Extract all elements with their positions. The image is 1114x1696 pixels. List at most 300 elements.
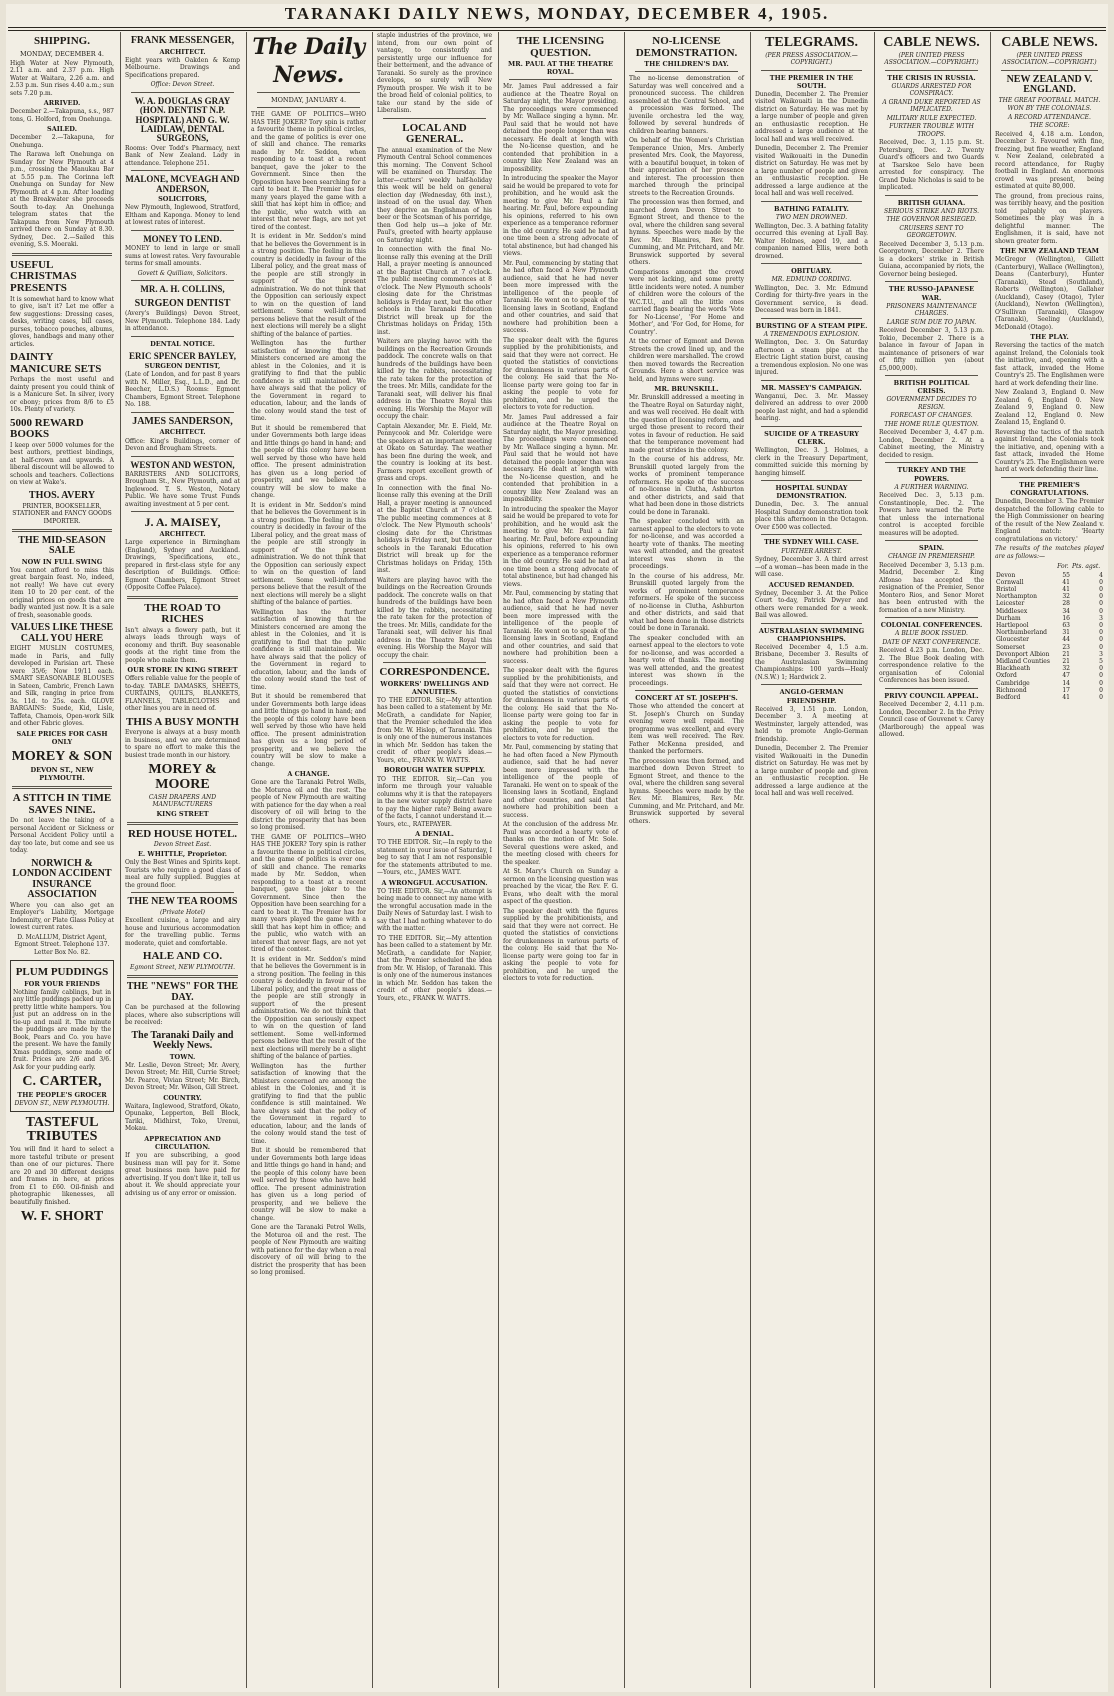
- norwich-heading: NORWICH & LONDON ACCIDENT INSURANCE ASSOCIATION: [12, 857, 112, 901]
- nolicense-paragraph-4: Comparisons amongst the crowd were not lacking, and some pretty little incidents were noted. A number of children wore the colours of the W.C.T.U., and all the little ones carried flags bearing the words 'Vote for No-License', 'For Home and Mother', and 'For God, for Home, for Country'.: [629, 268, 744, 336]
- values-heading: VALUES LIKE THESE CALL YOU HERE: [10, 622, 114, 644]
- table-row: [995, 615, 1104, 622]
- workers-dwellings-heading: WORKERS' DWELLINGS AND ANNUITIES.: [380, 679, 489, 696]
- result-for: 28: [1062, 600, 1070, 608]
- collins-text: (Avery's Buildings) Devon Street, New Plymouth. Telephone 184. Lady in attendance.: [125, 310, 240, 333]
- column-9: [990, 32, 1108, 1688]
- nolicense-heading: NO-LICENSE DEMONSTRATION.: [635, 35, 738, 59]
- british-crisis-sub-2: FORECAST OF CHANGES.: [890, 412, 973, 420]
- divider: [131, 511, 234, 512]
- result-for: 44: [1062, 636, 1070, 644]
- nz-team-heading: THE NEW ZEALAND TEAM: [1000, 247, 1099, 256]
- sanderson-name: JAMES SANDERSON,: [132, 415, 233, 427]
- busy-heading: THIS A BUSY MONTH: [126, 715, 239, 728]
- result-team: Somerset: [996, 643, 1025, 651]
- carter-line: THE PEOPLE'S GROCER: [17, 1091, 107, 1100]
- leader-continuation: staple industries of the province, we intend, from our own point of vantage, to consistently and persistently urge our influence for their betterment, and the advance of Taranaki. So surely as the province develops, so surely will New Plymouth prosper. We wish it to be the broad field of colonial politics, to take our stand by the side of Liberalism.: [377, 32, 492, 114]
- british-crisis-text: Received December 3, 4.47 p.m. London, December 2. At a Cabinet meeting, the Ministry decided to resign.: [879, 429, 984, 459]
- result-against: 0: [1099, 693, 1103, 701]
- divider: [885, 70, 978, 71]
- local-paragraph-3: Waiters are playing havoc with the buildings on the Recreation Grounds paddock. The concrete walls on that hundreds of the buildings have been killed by the rabbits, necessitating the rate taken for the protection of the trees. Mr. Mills, candidate for the Taranaki seat, will deliver his final address in the Theatre Royal this evening. His Worship the Mayor will occupy the chair.: [377, 338, 492, 421]
- result-team: Cornwall: [996, 578, 1024, 586]
- licensing-paragraph-3c: Mr. Paul, commencing by stating that he had often faced a New Plymouth audience, said that he had never been more impressed with the intelligence of the people of Taranaki. He went on to speak of the licensing laws in Scotland, England and other countries, and said that nowhere had prohibition been a success.: [503, 744, 618, 819]
- plum-box: [10, 960, 114, 1111]
- obituary-text: Wellington, Dec. 3. Mr. Edmund Cording for thirty-five years in the Government service, is dead. Deceased was born in 1841.: [755, 284, 868, 315]
- guiana-heading: BRITISH GUIANA.: [897, 198, 966, 207]
- divider: [761, 318, 862, 319]
- nolicense-sub: THE CHILDREN'S DAY.: [644, 60, 729, 69]
- guiana-sub-3: CRUISERS SENT TO GEORGETOWN.: [899, 224, 964, 240]
- nz-england-sub-4: THE SCORE:: [1029, 122, 1070, 130]
- premier-heading: THE PREMIER IN THE SOUTH.: [769, 73, 854, 90]
- daily-news-title: The Daily News.: [252, 34, 365, 88]
- nz-team-list: McGregor (Wellington), Gillett (Canterbury), Wallace (Wellington), Deans (Canterbury), Hunter (Taranaki), Stead (Southland), Roberts (Wellington), Gallaher (Auckland), Casey (Otago), Tyler (Auckland), Newton (Wellington), O'Sullivan (Taranaki), Glasgow (Taranaki), Seeling (Auckland), McDonald (Otago).: [995, 256, 1104, 331]
- result-against: 0: [1099, 607, 1103, 615]
- steam-pipe-sub: A TREMENDOUS EXPLOSION.: [763, 330, 860, 338]
- anglo-german-text: Received 3, 1.51 p.m. London, December 3. A meeting at Westminster, largely attended, was held to promote Anglo-German friendship.: [755, 705, 868, 743]
- brunskill-paragraph-3: The speaker concluded with an earnest appeal to the electors to vote for no-license, and was accorded a hearty vote of thanks. The meeting was well attended, and the greatest interest was shown in the proceedings.: [629, 518, 744, 571]
- weekly-heading: The Taranaki Daily and Weekly News.: [131, 1029, 234, 1052]
- sailed-text: December 2.—Takapuna, for Onehunga.: [10, 134, 114, 149]
- table-row: [995, 593, 1104, 600]
- russia-sub-2: A GRAND DUKE REPORTED AS IMPLICATED.: [882, 98, 981, 114]
- table-row: [995, 694, 1104, 701]
- tasteful-heading: TASTEFUL TRIBUTES: [25, 1114, 99, 1145]
- result-team: Devon: [996, 571, 1016, 579]
- result-for: 63: [1062, 622, 1070, 629]
- cable-news-heading-2: CABLE NEWS.: [1001, 35, 1098, 50]
- suicide-text: Wellington, Dec. 3. J. Holmes, a clerk in the Treasury Department, committed suicide this morning by hanging himself.: [755, 447, 868, 477]
- daily-news-date: MONDAY, JANUARY 4.: [270, 96, 347, 104]
- play-text: Reversing the tactics of the match against Ireland, the Colonials took the initiative, and, opening with a fast attack, invaded the Home Country's 25. The Englishmen were hard at work defending their line.: [995, 342, 1104, 387]
- bathing-sub: TWO MEN DROWNED.: [775, 214, 848, 222]
- licensing-paragraph-4c: The speaker dealt with the figures supplied by the prohibitionists, and said that they were not correct. He quoted the statistics of convictions for drunkenness in various parts of the colony. He said that the No-license party were going too far in asking the people to vote for prohibition, and he urged the electors to vote for reduction.: [503, 907, 618, 983]
- swimming-heading: AUSTRALASIAN SWIMMING CHAMPIONSHIPS.: [758, 626, 865, 643]
- morey-son-name: MOREY & SON: [11, 749, 113, 765]
- arrived-text: December 2.—Takapuna, s.s., 987 tons, G. Holford, from Onehunga.: [10, 108, 114, 123]
- massey-text: Wanganui, Dec. 3. Mr. Massey delivered an address to over 2000 people last night, and had a splendid hearing.: [755, 392, 868, 423]
- divider: [635, 71, 738, 72]
- massey-heading: MR. MASSEY'S CAMPAIGN.: [761, 383, 862, 392]
- table-row: [995, 680, 1104, 687]
- result-team: Devonport Albion: [996, 650, 1050, 658]
- tea-heading: THE NEW TEA ROOMS: [127, 896, 238, 908]
- results-col-team: [995, 562, 1056, 572]
- result-team: Gloucester: [996, 636, 1030, 644]
- brunskill-heading: MR. BRUNSKILL.: [654, 385, 719, 394]
- russo-japanese-sub-1: PRISONERS MAINTENANCE CHARGES.: [886, 302, 977, 318]
- result-for: 14: [1062, 679, 1070, 687]
- collins-name: MR. A. H. COLLINS,: [140, 284, 225, 295]
- result-against: 0: [1099, 686, 1103, 694]
- result-against: 0: [1099, 622, 1103, 629]
- divider: [131, 280, 234, 281]
- divider: [885, 617, 978, 618]
- results-table: [995, 562, 1104, 701]
- table-row: [995, 665, 1104, 672]
- leader-paragraph-3: Wellington has the further satisfaction of knowing that the Ministers concerned are among the ablest in the Colonies, and it is gratifying to find that the public confidence is still maintained. We have always said that the policy of the Government in regard to education, labour, and the lands of the colony would stand the test of time.: [251, 340, 366, 423]
- bayley-name: ERIC SPENCER BAYLEY,: [128, 350, 237, 361]
- sanderson-text: Office: King's Buildings, corner of Devon and Brougham Streets.: [125, 437, 240, 452]
- midseason-heading: THE MID-SEASON SALE: [18, 534, 106, 557]
- useful-heading: USEFUL CHRISTMAS PRESENTS: [10, 258, 77, 295]
- leader-paragraph-3b: Wellington has the further satisfaction of knowing that the Ministers concerned are among the ablest in the Colonies, and it is gratifying to find that the public confidence is still maintained. We have always said that the policy of the Government in regard to education, labour, and the lands of the colony would stand the test of time.: [251, 608, 366, 691]
- riches-text2: Offers reliable value for the people of to-day. TABLE DAMASKS, SHEETS, CURTAINS, QUILTS, BLANKETS, FLANNELS, TABLECLOTHS and other lines you are in need of.: [125, 675, 240, 713]
- dainty-heading: DAINTY MANICURE SETS: [10, 351, 102, 375]
- licensing-paragraph-6: At St. Mary's Church on Sunday a sermon on the licensing question was preached by the vicar, the Rev. F. G. Evans, who dealt with the moral aspect of the question.: [503, 868, 618, 906]
- short-name: W. F. SHORT: [20, 1209, 104, 1225]
- result-for: 55: [1062, 571, 1070, 579]
- result-team: Middlesex: [996, 607, 1028, 615]
- colonial-heading: COLONIAL CONFERENCES.: [880, 621, 983, 630]
- divider: [12, 786, 112, 789]
- result-for: 41: [1062, 586, 1070, 594]
- divider: [1001, 477, 1098, 478]
- tea-addr: Egmont Street, NEW PLYMOUTH.: [130, 963, 235, 971]
- leader-paragraph-3c: Wellington has the further satisfaction of knowing that the Ministers concerned are among the ablest in the Colonies, and it is gratifying to find that the public confidence is still maintained. We have always said that the policy of the Government in regard to education, labour, and the lands of the colony would stand the test of time.: [251, 1062, 366, 1145]
- sydney-sub: FURTHER ARREST.: [781, 547, 842, 555]
- redhouse-text: Only the Best Wines and Spirits kept. Tourists who require a good class of meal are fully supplied. Buggies at the ground floor.: [125, 859, 240, 889]
- divider: [885, 281, 978, 282]
- result-for: 23: [1062, 643, 1070, 651]
- divider: [131, 336, 234, 337]
- table-row: [995, 600, 1104, 607]
- turkey-text: Received Dec. 3, 5.13 p.m. Constantinople, Dec. 2. The Powers have warned the Porte that unless the international control is accepted forcible measures will be adopted.: [879, 492, 984, 537]
- spain-text: Received December 3, 5.13 p.m. Madrid, December 2. King Alfonso has accepted the resignation of the Premier, Senor Montero Rios, and Senor Moret has been entrusted with the formation of a new Ministry.: [879, 561, 984, 614]
- russo-japanese-text: Received December 3, 5.13 p.m. Tokio, December 2. There is a balance in favour of Japan in maintenance of prisoners of war of fifty million yen (about £5,000,000).: [879, 327, 984, 372]
- sailed-label: SAILED.: [47, 125, 77, 134]
- bathing-heading: BATHING FATALITY.: [774, 204, 849, 213]
- results-body: [995, 572, 1104, 701]
- local-paragraph-6: Waiters are playing havoc with the buildings on the Recreation Grounds paddock. The concrete walls on that hundreds of the buildings have been killed by the rabbits, necessitating the rate taken for the protection of the trees. Mr. Mills, candidate for the Taranaki seat, will deliver his final address in the Theatre Royal this evening. His Worship the Mayor will occupy the chair.: [377, 576, 492, 659]
- column-1: [6, 32, 118, 1688]
- russia-heading: THE CRISIS IN RUSSIA.: [887, 73, 976, 82]
- licensing-paragraph-4: The speaker dealt with the figures supplied by the prohibitionists, and said that they were not correct. He quoted the statistics of convictions for drunkenness in various parts of the colony. He said that the No-license party were going too far in asking the people to vote for prohibition, and he urged the electors to vote for reduction.: [503, 336, 618, 412]
- plum-heading: PLUM PUDDINGS: [15, 966, 109, 979]
- result-team: Northumberland: [996, 629, 1048, 637]
- weekly-text2: Waitara, Inglewood, Stratford, Okato, Opunake, Lepperton, Bell Block, Tariki, Midhirst, Toko, Urenui, Mokau.: [125, 1102, 240, 1133]
- local-paragraph-1: The annual examination of the New Plymouth Central School commences this morning. The Convent School will be examined on Thursday. The latter—cutters' weekly half-holiday this week will be held on general election day (Wednesday, 6th inst.), instead of on the usual day. When they deprive an Englishman of his beer or the Scotsman of his porridge, then God help us—a joke of Mr. Paul's, greeted with hearty applause on Saturday night.: [377, 146, 492, 244]
- leader-paragraph-1: THE GAME OF POLITICS—WHO HAS THE JOKER? Tory spin is rather a favourite theme in political circles, and the game of politics is ever one of skill and chance. The remarks made by Mr. Seddon, when responding to a toast at a recent banquet, gave the joker to the Government. Since then the Opposition have been searching for a card to beat it. The Premier has for many years played the game with a skill that has kept him in office; and the public, who watch with an interest that never flags, are not yet tired of the contest.: [251, 111, 366, 231]
- obituary-sub: MR. EDMUND CORDING.: [771, 276, 852, 284]
- norwich-text: Where you can also get an Employer's Liability, Mortgage Indemnity, or Plate Glass Policy at lowest current rates.: [10, 901, 114, 932]
- redhouse-owner: E. WHITTLE, Proprietor.: [137, 849, 228, 858]
- table-row: [995, 608, 1104, 615]
- spain-heading: SPAIN.: [919, 544, 944, 553]
- letter-4: TO THE EDITOR. Sir,—An attempt is being made to connect my name with the wrongful accusation made in the Daily News of Saturday last. I wish to say that I had nothing whatever to do with the matter.: [377, 887, 492, 933]
- riches-text: Isn't always a flowery path, but it always leads through ways of economy and thrift. Buy seasonable goods at the right time from the people who make them.: [125, 626, 240, 664]
- divider: [885, 462, 978, 463]
- steam-pipe-text: Wellington, Dec. 3. On Saturday afternoon a steam pipe at the Electric Light station burst, causing a tremendous explosion. No one was injured.: [755, 339, 868, 377]
- shipping-notes: The Rarawa left Onehunga on Sunday for New Plymouth at 4 p.m., crossing the Manukau Bar at 5.55 p.m. The Corinna left Onehunga on Sunday for New Plymouth at 4 p.m. After loading at the Breakwater she proceeds South to-day. An Onehunga telegram states that the Takapuna from New Plymouth arrived there on Sunday at 8.30. Sydney, Dec. 2.—Sailed this evening, S.S. Moeraki.: [10, 151, 114, 249]
- letter-4b: TO THE EDITOR. Sir,—My attention has been called to a statement by Mr. McGrath, a candidate for Napier, that the Premier scheduled the idea from Mr. W. Hislop, of Taranaki. This is only one of the numerous instances in which Mr. Seddon has taken the credit of other people's ideas.—Yours, etc., FRANK W. WATTS.: [377, 934, 493, 1002]
- letter-3: TO THE EDITOR. Sir,—In reply to the statement in your issue of Saturday, I beg to say that I am not responsible for the statements attributed to me.—Yours, etc., JAMES WATT.: [377, 839, 492, 877]
- result-against: 0: [1099, 672, 1103, 680]
- bayley-text: (Late of London, and for past 8 years with N. Miller, Esq., L.L.D., and Dr. Beecher, L.D.S.) Rooms: Egmont Chambers, Egmont Street. Telephone No. 188.: [125, 371, 240, 409]
- column-5: [498, 32, 622, 1688]
- table-row: [995, 687, 1104, 694]
- result-against: 0: [1099, 665, 1103, 673]
- licensing-sub: MR. PAUL AT THE THEATRE ROYAL.: [508, 60, 613, 77]
- tea-text: Excellent cuisine, a large and airy house and luxurious accommodation for the travelling public. Terms moderate, quiet and comfortable.: [125, 917, 240, 947]
- brunskill-paragraph-2b: In the course of his address, Mr. Brunskill quoted largely from the works of prominent temperance reformers. He spoke of the success of no-license in Clutha, Ashburton and other districts, and said that what had been done in those districts could be done in Taranaki.: [629, 572, 744, 633]
- divider: [131, 892, 234, 893]
- divider: [12, 253, 112, 256]
- colonial-sub-2: DATE OF NEXT CONFERENCE.: [882, 638, 981, 646]
- leader-paragraph-4b: But it should be remembered that under Governments both large ideas and little things go hand in hand; and the people of this colony have been well served by those who have held office. The present administration has given us a long period of prosperity, and we believe the country will be slow to make a change.: [251, 693, 366, 768]
- divider: [257, 92, 360, 93]
- avery-name: THOS. AVERY: [28, 489, 96, 501]
- concert-heading: CONCERT AT ST. JOSEPH'S.: [635, 694, 738, 703]
- denial-heading: A DENIAL.: [415, 830, 454, 839]
- carter-addr: DEVON ST., NEW PLYMOUTH.: [14, 1100, 110, 1108]
- table-row: [995, 672, 1104, 679]
- result-for: 41: [1062, 693, 1070, 701]
- result-against: 0: [1099, 679, 1103, 687]
- divider: [12, 529, 112, 532]
- result-for: 47: [1062, 672, 1070, 680]
- russia-text: Received, Dec. 3, 1.15 p.m. St. Petersburg, Dec. 2. Twenty Guard's officers and two Guards at Tsarskoe Selo have been arrested for conspiracy. The Grand Duke Nicholas is said to be implicated.: [879, 139, 984, 192]
- anglo-german-heading: ANGLO-GERMAN FRIENDSHIP.: [779, 688, 844, 705]
- midseason-sub: NOW IN FULL SWING: [21, 557, 103, 566]
- column-3: [246, 32, 370, 1688]
- column-6: [624, 32, 748, 1688]
- divider: [885, 375, 978, 376]
- turkey-heading: TURKEY AND THE POWERS.: [897, 466, 966, 483]
- local-paragraph-4: Captain Alexander, Mr. E. Field, Mr. Pennycook and Mr. Coleridge were the speakers at an important meeting at Okato on Saturday. The weather has been fine during the week, and the country is looking at its best. Farmers report excellent growth of grass and crops.: [377, 422, 492, 483]
- result-against: 0: [1099, 643, 1103, 651]
- result-team: Leicester: [996, 600, 1025, 608]
- divider: [131, 92, 234, 93]
- sale-line: SALE PRICES FOR CASH ONLY: [16, 729, 108, 747]
- dental-name: W. A. DOUGLAS GRAY (HON. DENTIST N.P. HOSPITAL) AND G. W. LAIDLAW, DENTAL SURGEONS,: [134, 95, 231, 144]
- telegrams-assoc: (PER PRESS ASSOCIATION.—COPYRIGHT.): [765, 51, 858, 67]
- morey-moore-line: CASH DRAPERS AND MANUFACTURERS: [148, 793, 217, 809]
- premier-text-c: Dunedin, December 2. The Premier visited Waikouaiti in the Dunedin district on Saturday. He was met by a large number of people and given an enthusiastic reception. He addressed a large audience at the local hall and was well received.: [755, 745, 868, 798]
- table-row: [995, 622, 1104, 629]
- russia-sub-4: FURTHER TROUBLE WITH TROOPS.: [889, 123, 974, 138]
- obituary-heading: OBITUARY.: [791, 267, 832, 276]
- result-for: 32: [1062, 665, 1070, 673]
- nz-england-sub-1: THE GREAT FOOTBALL MATCH.: [998, 96, 1101, 104]
- british-crisis-heading: BRITISH POLITICAL CRISIS.: [893, 379, 970, 396]
- result-for: 17: [1062, 686, 1070, 694]
- table-row: [995, 636, 1104, 643]
- shipping-heading: SHIPPING.: [34, 35, 90, 47]
- money-text: MONEY to lend in large or small sums at lowest rates. Very favourable terms for small amounts.: [125, 245, 240, 268]
- useful-text: It is somewhat hard to know what to give, isn't it? Let me offer a few suggestions: Dressing cases, desks, writing cases, bill cases, purses, tobacco pouches, albums, gloves, handbags and many other articles.: [10, 295, 114, 348]
- bayley-title: SURGEON DENTIST,: [144, 362, 221, 371]
- nz-england-sub-3: A RECORD ATTENDANCE.: [1008, 113, 1091, 121]
- guiana-sub-1: SERIOUS STRIKE AND RIOTS.: [883, 207, 980, 215]
- messenger-name: FRANK MESSENGER,: [130, 35, 235, 46]
- weekly-country: COUNTRY.: [163, 1093, 202, 1102]
- result-against: 0: [1099, 586, 1103, 594]
- malone-name: MALONE, MCVEAGH AND ANDERSON,: [125, 174, 240, 194]
- plum-sub: FOR YOUR FRIENDS: [24, 979, 100, 988]
- tides-text: High Water at New Plymouth, 2.11 a.m. and 2.37 p.m. High Water at Waitara, 2.26 a.m. and 2.53 p.m. Sun rises 4.40 a.m.; sun sets 7.20 p.m.: [10, 59, 114, 97]
- result-team: Durham: [996, 614, 1021, 622]
- column-4: [372, 32, 496, 1688]
- suicide-heading: SUICIDE OF A TREASURY CLERK.: [764, 429, 859, 447]
- brunskill-paragraph-3b: The speaker concluded with an earnest appeal to the electors to vote for no-license, and was accorded a hearty vote of thanks. The meeting was well attended, and the greatest interest was shown in the proceedings.: [629, 634, 744, 687]
- masthead-rule-2: [8, 30, 1106, 31]
- divider: [761, 426, 862, 427]
- local-paragraph-5: In connection with the final No-license rally this evening at the Drill Hall, a prayer meeting is announced at the Baptist Church at 7 o'clock. The public meeting commences at 8 o'clock. The New Plymouth schools' closing date for the Christmas holidays is Friday next, but the other schools in the Taranaki Education District will break up for the Christmas holidays on Friday, 15th inst.: [377, 484, 492, 575]
- reward-heading: 5000 REWARD BOOKS: [10, 416, 84, 441]
- result-for: 31: [1062, 629, 1070, 637]
- tea-firm: HALE AND CO.: [142, 950, 223, 963]
- result-for: 34: [1062, 607, 1070, 615]
- local-general-heading: LOCAL AND GENERAL.: [402, 121, 467, 146]
- nz-england-text-1: Received 4, 4.18 a.m. London, December 3. Favoured with fine, freezing, but fine weather, England v. New Zealand, celebrated a record attendance, for Rugby football in England. An enormous crowd was present, being estimated at quite 80,000.: [995, 130, 1104, 191]
- licensing-paragraph-3: Mr. Paul, commencing by stating that he had often faced a New Plymouth audience, said that he had never been more impressed with the intelligence of the people of Taranaki. He went on to speak of the licensing laws in Scotland, England and other countries, and said that nowhere had prohibition been a success.: [503, 259, 618, 335]
- messenger-text: Eight years with Oakden & Kemp Melbourne. Drawings and Specifications prepared.: [125, 56, 240, 79]
- guiana-sub-2: THE GOVERNOR BESIEGED.: [886, 216, 977, 224]
- dainty-text: Perhaps the most useful and dainty present you could think of is a Manicure Set. In silver, ivory or ebony; prices from 8/6 to £5 10s. Plenty of variety.: [10, 376, 114, 414]
- result-against: 0: [1099, 600, 1103, 608]
- divider: [635, 690, 738, 691]
- plum-text: Nothing family cablings, but in any little puddings packed up in pretty little white hampers. You just put an address on in the tie-up and mail it. The minute the puddings are made by the Book, Pears and Co. you have the present. We have the family Xmas puddings, some made of fruit. Prices are 2/6 and 3/6. Ask for your pudding early.: [13, 988, 111, 1071]
- russia-sub-1: GUARDS ARRESTED FOR CONSPIRACY.: [891, 82, 972, 98]
- tasteful-text: You will find it hard to select a more tasteful tribute or present than one of our pictures. There are 20 and 30 different designs and frames in here, at prices from £1 to £60. Oil-finish and photographic likenesses, all beautifully finished.: [10, 1146, 114, 1206]
- result-team: Blackheath: [996, 665, 1031, 673]
- divider: [761, 534, 862, 535]
- riches-store: OUR STORE IN KING STREET: [127, 666, 238, 675]
- avery-lines: PRINTER, BOOKSELLER, STATIONER and FANCY GOODS IMPORTER.: [12, 503, 112, 525]
- divider: [127, 822, 238, 825]
- messenger-office: Office: Devon Street.: [150, 81, 215, 89]
- column-8: [874, 32, 988, 1688]
- appreciation-text: If you are subscribing, a good business man will pay for it. Some great business men have paid for advertising. If you don't like it, tell us about it. We should appreciate your advising us of any error or omission.: [125, 1152, 240, 1197]
- result-team: Bedford: [996, 693, 1021, 701]
- result-against: 5: [1099, 657, 1103, 665]
- leader-paragraph-1b: THE GAME OF POLITICS—WHO HAS THE JOKER? Tory spin is rather a favourite theme in political circles, and the game of politics is ever one of skill and chance. The remarks made by Mr. Seddon, when responding to a toast at a recent banquet, gave the joker to the Government. Since then the Opposition have been searching for a card to beat it. The Premier has for many years played the game with a skill that has kept him in office; and the public, who watch with an interest that never flags, are not yet tired of the contest.: [251, 833, 366, 954]
- divider: [761, 70, 862, 71]
- cable-news-assoc-2: (PER UNITED PRESS ASSOCIATION.—COPYRIGHT.): [1002, 51, 1097, 67]
- divider: [761, 201, 862, 202]
- result-team: Midland Counties: [996, 657, 1050, 665]
- turkey-sub: A FURTHER WARNING.: [894, 483, 969, 491]
- appreciation-heading: APPRECIATION AND CIRCULATION.: [144, 1134, 221, 1152]
- table-row: [995, 579, 1104, 586]
- divider: [761, 623, 862, 624]
- nz-england-sub-2: WON BY THE COLONIALS.: [1007, 105, 1092, 113]
- licensing-paragraph-5: At the conclusion of the address Mr. Paul was accorded a hearty vote of thanks on the motion of Mr. Sole. Several questions were asked, and the meeting closed with cheers for the speaker.: [503, 821, 618, 866]
- riches-heading: THE ROAD TO RICHES: [144, 601, 221, 626]
- result-for: 21: [1062, 650, 1070, 658]
- british-crisis-sub-1: GOVERNMENT DECIDES TO RESIGN.: [886, 396, 977, 411]
- sanderson-title: ARCHITECT.: [159, 428, 206, 437]
- water-supply-heading: BOROUGH WATER SUPPLY.: [383, 766, 486, 775]
- result-against: 0: [1099, 629, 1103, 637]
- money-firm: Govett & Quilliam, Solicitors.: [137, 269, 228, 277]
- result-for: 16: [1062, 614, 1070, 622]
- masthead-rule: [8, 27, 1106, 28]
- divider: [383, 118, 486, 119]
- shipping-date: MONDAY, DECEMBER 4.: [20, 49, 104, 58]
- cable-news-assoc: (PER UNITED PRESS ASSOCIATION.—COPYRIGHT.): [884, 51, 979, 67]
- reward-text: I keep over 5000 volumes for the best authors, prettiest bindings, at half-crown and upwards. A liberal discount will be allowed to schools and teachers. Collections on view at Wake's.: [10, 441, 114, 487]
- maisey-title: ARCHITECT.: [159, 530, 206, 539]
- weston-name: WESTON AND WESTON,: [130, 459, 235, 470]
- guiana-text: Received December 3, 5.13 p.m. Georgetown, December 2. There is a dockers' strike in British Guiana, accompanied by riots, the Governor being besieged.: [879, 240, 984, 278]
- divider: [131, 456, 234, 457]
- table-row: [995, 644, 1104, 651]
- accusation-heading: A WRONGFUL ACCUSATION.: [381, 878, 488, 887]
- leader-paragraph-2b: It is evident in Mr. Seddon's mind that he believes the Government is in a strong position. The feeling in this country is decidedly in favour of the Liberal policy, and the great mass of the people are still strongly in support of the present administration. We do not think that the Opposition can seriously expect to win on the question of land settlement. Some well-informed persons believe that the result of the next elections will merely be a slight shifting of the balance of parties.: [251, 501, 366, 607]
- result-for: 41: [1062, 578, 1070, 586]
- brunskill-paragraph-2: In the course of his address, Mr. Brunskill quoted largely from the works of prominent temperance reformers. He spoke of the success of no-license in Clutha, Ashburton and other districts, and said that what had been done in those districts could be done in Taranaki.: [629, 456, 744, 516]
- privy-council-heading: PRIVY COUNCIL APPEAL.: [884, 691, 979, 700]
- morey-son-addr: DEVON ST., NEW PLYMOUTH.: [30, 765, 94, 782]
- russia-sub-3: MILITARY RULE EXPECTED.: [886, 114, 977, 122]
- play-heading: THE PLAY.: [1030, 333, 1069, 342]
- leader-paragraph-4: But it should be remembered that under Governments both large ideas and little things go hand in hand; and the people of this colony have been well served by those who have held office. The present administration has given us a long period of prosperity, and we believe the country will be slow to make a change.: [251, 424, 366, 500]
- divider: [761, 684, 862, 685]
- newsday-heading: THE "NEWS" FOR THE DAY.: [126, 981, 239, 1003]
- result-team: Bristol: [996, 586, 1017, 594]
- table-row: [995, 586, 1104, 593]
- column-7: [750, 32, 872, 1688]
- change-paragraph-b: Gone are the Taranaki Petrol Wells, the Moturoa oil and the rest. The people of New Plymouth are waiting with patience for the day when a real discovery of oil will bring to the district the prosperity that has been so long promised.: [251, 1224, 366, 1277]
- divider: [131, 412, 234, 413]
- leader-paragraph-2c: It is evident in Mr. Seddon's mind that he believes the Government is in a strong position. The feeling in this country is decidedly in favour of the Liberal policy, and the great mass of the people are still strongly in support of the present administration. We do not think that the Opposition can seriously expect to win on the question of land settlement. Some well-informed persons believe that the result of the next elections will merely be a slight shifting of the balance of parties.: [251, 955, 366, 1061]
- colonial-text: Received 4.23 p.m. London, Dec. 2. The Blue Book dealing with correspondence relative to the organisation of Colonial Conferences has been issued.: [879, 647, 984, 685]
- table-row: [995, 629, 1104, 636]
- premier-congrats-heading: THE PREMIER'S CONGRATULATIONS.: [1010, 480, 1089, 498]
- newspaper-page: [6, 4, 1108, 1692]
- colonial-sub-1: A BLUE BOOK ISSUED.: [895, 630, 968, 638]
- divider: [761, 263, 862, 264]
- result-team: Northampton: [996, 593, 1038, 601]
- licensing-paragraph-2b: In introducing the speaker the Mayor said he would be prepared to vote for prohibition, and he would ask the meeting to give Mr. Paul a fair hearing. Mr. Paul, before expounding his opinions, referred to his own experience as a temperance reformer in the old country. He said he had at one time been a strong advocate of total abstinence, but had changed his views.: [503, 505, 618, 588]
- nz-england-text-2: The ground, from precious rains, was terribly heavy, and the position told palpably on players. Sometimes the play was in a delightful manner. The Englishmen, it is said, have not shown greater form.: [995, 192, 1104, 245]
- privy-council-text: Received December 2, 4.11 p.m. London, December 2. In the Privy Council case of Gouvenet v. Carey (Marlborough) the appeal was allowed.: [879, 701, 984, 739]
- remanded-text: Sydney, December 3. At the Police Court to-day, Patrick Dwyer and others were remanded for a week. Bail was allowed.: [755, 589, 868, 620]
- sydney-text: Sydney, December 3. A third arrest—of a woman—has been made in the will case.: [755, 556, 868, 579]
- stitch-heading: A STITCH IN TIME SAVES NINE.: [12, 792, 112, 816]
- hospital-text: Dunedin, Dec. 3. The annual Hospital Sunday demonstration took place this afternoon in the Octagon. Over £500 was collected.: [755, 501, 868, 531]
- hospital-heading: HOSPITAL SUNDAY DEMONSTRATION.: [775, 484, 848, 501]
- change-heading: A CHANGE.: [287, 770, 330, 779]
- result-against: 0: [1099, 636, 1103, 644]
- result-for: 32: [1062, 593, 1070, 601]
- divider: [509, 79, 612, 80]
- play-text-b: Reversing the tactics of the match against Ireland, the Colonials took the initiative, and, opening with a fast attack, invaded the Home Country's 25. The Englishmen were hard at work defending their line.: [995, 428, 1104, 474]
- table-row: [995, 651, 1104, 658]
- maisey-name: J. A. MAISEY,: [144, 515, 221, 530]
- telegrams-heading: TELEGRAMS.: [765, 35, 858, 50]
- divider: [383, 662, 486, 663]
- malone-text: New Plymouth, Inglewood, Stratford, Eltham and Kaponga. Money to lend at lowest rates of interest.: [125, 204, 240, 227]
- premier-text: Dunedin, December 2. The Premier visited Waikouaiti in the Dunedin district on Saturday. He was met by a large number of people and given an enthusiastic reception. He addressed a large audience at the local hall and was well received.: [755, 90, 868, 143]
- midseason-text: You cannot afford to miss this great bargain feast. No, indeed, not really! We have cut every item 10 to 20 per cent. of the original prices on goods that are badly wanted just now. It is a sale of fresh, seasonable goods.: [10, 566, 114, 619]
- nolicense-paragraph-2: On behalf of the Women's Christian Temperance Union, Mrs. Amberly presented Mrs. Cook, the Mayoress, with a beautiful bouquet, in token of their appreciation of her presence and interest. The procession then marched through the principal streets to the Recreation Grounds.: [629, 137, 744, 197]
- swimming-text: Received December 4, 1.5 a.m. Brisbane, December 3. Results of the Australasian Swimming Championships: 100 yards—Healy (N.S.W.) 1; Hardwick 2.: [755, 643, 868, 681]
- letter-1: TO THE EDITOR. Sir,—My attention has been called to a statement by Mr. McGrath, a candidate for Napier, that the Premier scheduled the idea from Mr. W. Hislop, of Taranaki. This is only one of the numerous instances in which Mr. Seddon has taken the credit of other people's ideas.—Yours, etc., FRANK W. WATTS.: [377, 696, 493, 764]
- result-against: 0: [1099, 578, 1103, 586]
- licensing-paragraph-2: In introducing the speaker the Mayor said he would be prepared to vote for prohibition, and he would ask the meeting to give Mr. Paul a fair hearing. Mr. Paul, before expounding his opinions, referred to his own experience as a temperance reformer in the old country. He said he had at one time been a strong advocate of total abstinence, but had changed his views.: [503, 175, 618, 258]
- licensing-heading: THE LICENSING QUESTION.: [516, 35, 605, 59]
- premier-text-b: Dunedin, December 2. The Premier visited Waikouaiti in the Dunedin district on Saturday. He was met by a large number of people and given an enthusiastic reception. He addressed a large audience at the local hall and was well received.: [755, 145, 868, 198]
- divider: [131, 230, 234, 231]
- maisey-text: Large experience in Birmingham (England), Sydney and Auckland. Drawings, Specifications, etc., prepared in first-class style for any description of Buildings. Office: Egmont Chambers, Egmont Street (Opposite Coffee Palace).: [125, 539, 240, 592]
- weekly-text: Mr. Leslie, Devon Street; Mr. Avery, Devon Street; Mr. Hill, Currie Street; Mr. Pearce, Vivian Street; Mr. Birch, Devon Street; Mr. Wilson, Gill Street.: [125, 1061, 240, 1092]
- leader-paragraph-4c: But it should be remembered that under Governments both large ideas and little things go hand in hand; and the people of this colony have been well served by those who have held office. The present administration has given us a long period of prosperity, and we believe the country will be slow to make a change.: [251, 1147, 366, 1222]
- spain-sub: CHANGE IN PREMIERSHIP.: [888, 553, 975, 561]
- divider: [885, 688, 978, 689]
